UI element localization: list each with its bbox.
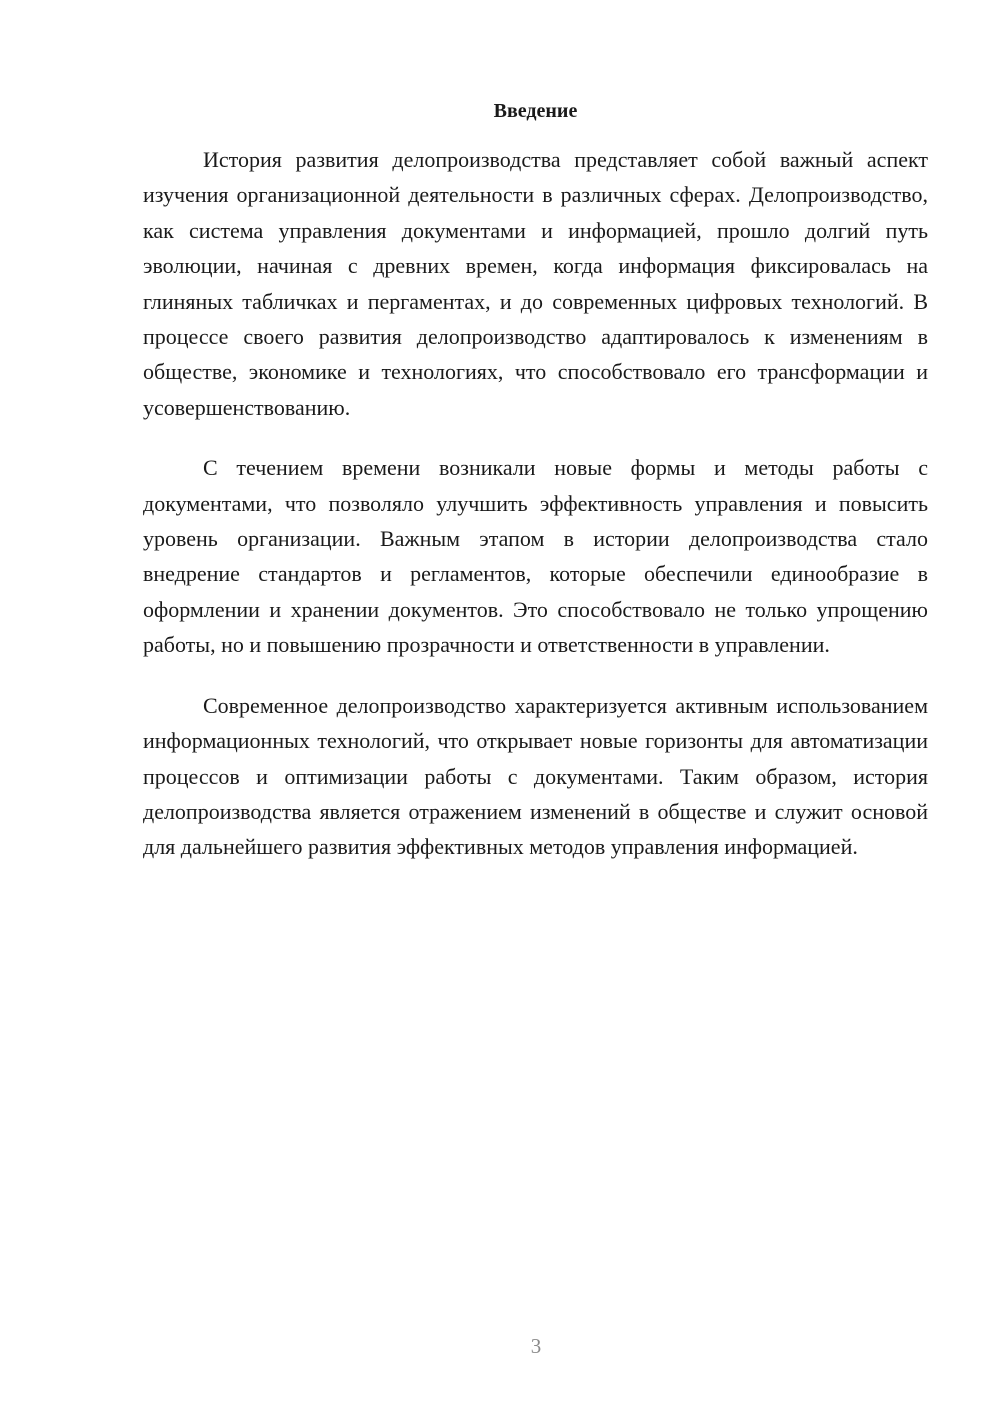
paragraph-2: С течением времени возникали новые формы и методы работы с документами, что позволяло улучшить эффективность управления и повысить уровень организации. Важным этапом в истории делопроизводства стало внедрение стандартов и регламентов, которые обеспечили единообразие в оформлении и хранении документов. Это способствовало не только упрощению работы, но и повышению прозрачности и ответственности в управлении.	[143, 455, 928, 658]
body-text	[143, 142, 928, 890]
paragraph-3: Современное делопроизводство характеризуется активным использованием информационных технологий, что открывает новые горизонты для автоматизации процессов и оптимизации работы с документами. Таким образом, история делопроизводства является отражением изменений в обществе и служит основой для дальнейшего развития эффективных методов управления информацией.	[143, 692, 928, 860]
section-title: Введение	[493, 100, 578, 122]
page-number: 3	[530, 1334, 542, 1358]
paragraph-1: История развития делопроизводства представляет собой важный аспект изучения организационной деятельности в различных сферах. Делопроизводство, как система управления документами и информацией, прошло долгий путь эволюции, начиная с древних времен, когда информация фиксировалась на глиняных табличках и пергаментах, и до современных цифровых технологий. В процессе своего развития делопроизводство адаптировалось к изменениям в обществе, экономике и технологиях, что способствовало его трансформации и усовершенствованию.	[143, 147, 928, 420]
